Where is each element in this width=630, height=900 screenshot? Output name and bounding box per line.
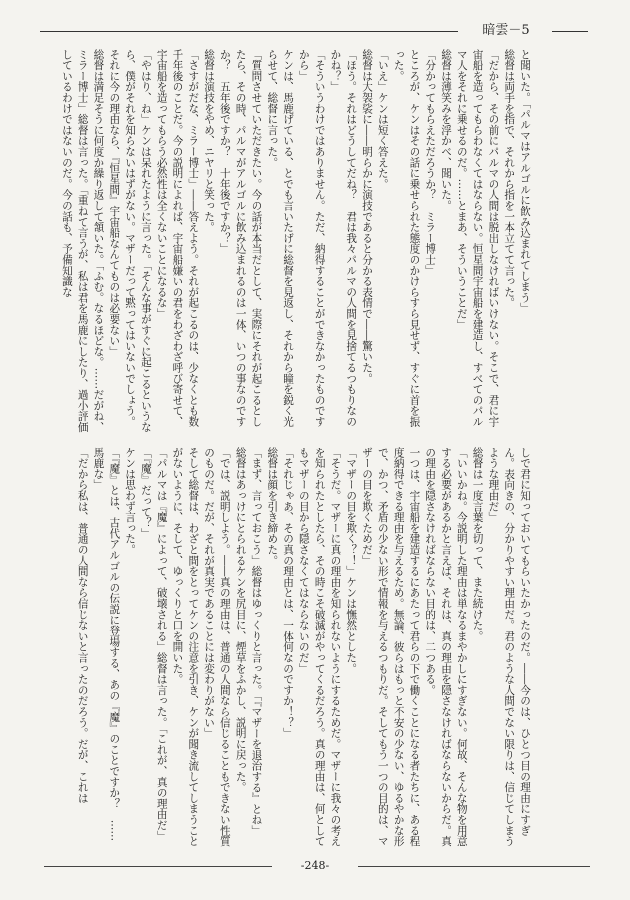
paragraph: 総督は満足そうに何度か繰り返して頷いた。「ふむ。なるほどな。……だがね、ミラー博士」総督は言った。「重ねて言うが、私は君を馬鹿にしたり、過小評価しているわけではないのだ。今の話も、予備知識な xyxy=(60,49,105,433)
paragraph: 総督は両手を指で、それから指を一本立てて言った。 xyxy=(503,49,516,309)
paragraph: 「だから私は、普通の人間なら信じないと言ったのだろう。だが、これは xyxy=(76,447,89,804)
paragraph: 総督は顔を引き締めた。 xyxy=(266,447,279,566)
paragraph: 「さすがだな、ミラー博士」――答えよう。それが起こるのは、少なくとも数千年後のことだ。今の説明によれば、宇宙船嫌いの君をわざわざ呼び寄せて、宇宙船を造ってもらう必然性は全くないことになるな」 xyxy=(155,49,200,427)
page-number: -248- xyxy=(300,859,330,872)
paragraph: 総督は一度言葉を切って、また続けた。 xyxy=(471,447,484,642)
running-head: 暗雲－5 xyxy=(482,23,530,38)
paragraph: しで君に知っておいてもらいたかったのだ。――今のは、ひとつ目の理由にすぎん。表向きの、分かりやすい理由だ。君のような人間でない限りは、信じてしまうような理由だ」 xyxy=(487,447,531,847)
paragraph: 総督は薄笑みを浮かべ、聞いた。 xyxy=(440,49,453,211)
paragraph: 「まず、言っておこう」総督はゆっくりと言った。「『マザーを退治する』とね」 xyxy=(250,447,263,836)
paragraph: 「マザーの目を欺く？！」ケンは憮然とした。 xyxy=(345,447,358,674)
paragraph: 「だから、その前にパルマの人間は脱出しなければいけない。そこで、君に宇宙船を造ってもらわなくてはならない。恒星間宇宙船を建造し、すべてのパルマ人をそれに乗せるのだ。……とまあ、そういうことだ」 xyxy=(455,49,500,427)
paragraph: 「『魔』とは、古代アルゴルの伝説に登場する、あの『魔』のことですか？ ……馬鹿な」 xyxy=(92,447,121,842)
paragraph: ケンは、馬鹿げている、とでも言いたげに総督を見返し、それから瞳を鋭く光らせて、総督に言った。 xyxy=(266,49,295,427)
paragraph: 「ほう。それはどうしてだね？ 君は我々パルマの人間を見捨てるつもりなのかね？」 xyxy=(329,49,358,427)
paragraph: 総督はあっけにとられるケンを尻目に、煙草をふかし、説明に戻った。 xyxy=(234,447,247,793)
paragraph: 「やはり、ね」ケンは呆れたように言った。「そんな事がすぐに起こるというなら、僕がそれを知らないはずがない。マザーだって黙ってはいないでしょう。それに今の理由なら、『恒星間』宇宙船なんてものは必要ない」 xyxy=(108,49,152,433)
paragraph: 「それじゃあ、その真の理由とは、一体何なのですか！？」 xyxy=(282,447,295,739)
paragraph: 総督は演技をやめ、ニヤリと笑った。 xyxy=(203,49,216,233)
paragraph: 「そうだ。マザーに真の理由を知られないようにするためだ。マザーに我々の考えを知られたとしたら、その時こそ破滅がやってくるだろう。真の理由は、何としてもマザーの目から隠さなくてはならないのだ」 xyxy=(297,447,342,847)
paragraph: 「パルマは『魔』によって、破壊される」総督は言った。「これが、真の理由だ」 xyxy=(155,447,168,842)
text-block-upper xyxy=(60,49,532,434)
paragraph: 「では、説明しよう。――真の理由は、普通の人間なら信じることもできない性質のものだ。だが、それが真実であることには変わりがない」 xyxy=(203,447,231,847)
paragraph: ところが、ケンはその話に乗せられた態度のかけらすら見せず、すぐに首を振った。 xyxy=(392,49,421,427)
text-block-lower xyxy=(76,447,532,847)
paragraph: 総督は大袈裟に――明らかに演技であると分かる表情で――驚いた。 xyxy=(361,49,374,384)
paragraph: 「質問させていただきたい。今の話が本当だとして、実際にそれが起こるとしたら、その時、パルマがアルゴルに飲み込まれるのは一体、いつの事なのですか？ 五年後ですか？ 十年後ですか？」 xyxy=(218,49,263,427)
paragraph: そして総督は、わざと間をとってケンの注意を引き、ケンが聞き流してしまうことがないように、そして、ゆっくりと口を開いた。 xyxy=(171,447,200,847)
paragraph: と聞いた。「パルマはアルゴルに飲み込まれてしまう」 xyxy=(519,49,531,314)
footer-rule xyxy=(44,866,272,867)
header-rule-short xyxy=(552,31,588,32)
paragraph: 「いえ」ケンは短く答えた。 xyxy=(376,49,389,190)
paragraph: 「そういうわけではありません。ただ、納得することができなかったものですから」 xyxy=(297,49,326,427)
paragraph: 「『魔』だって？」 xyxy=(139,447,152,539)
footer-rule xyxy=(358,866,590,867)
paragraph: 「分かってもらえただろうか？ ミラー博士」 xyxy=(424,49,437,276)
paragraph: ケンは思わず言った。 xyxy=(124,447,137,555)
paragraph: 一つは、宇宙船を建造するにあたって君らの下で働くことになる者たちに、ある程度納得できる理由を与えるため。無論、彼らはもっと不安の少ない、ゆるやかな形で、かつ、矛盾の少ない形で情報を与えるつもりだ。そしてもう一つの目的は、マザーの目を欺くためだ」 xyxy=(361,447,421,847)
header-rule xyxy=(40,31,458,32)
paragraph: 「いいかね。今説明した理由は単なるまやかしにすぎない。何故、そんな物を用意する必要があるかと言えば、それは、真の理由を隠さなければならないからだ。真の理由を隠さなければならない目的は、二つある。 xyxy=(424,447,468,847)
